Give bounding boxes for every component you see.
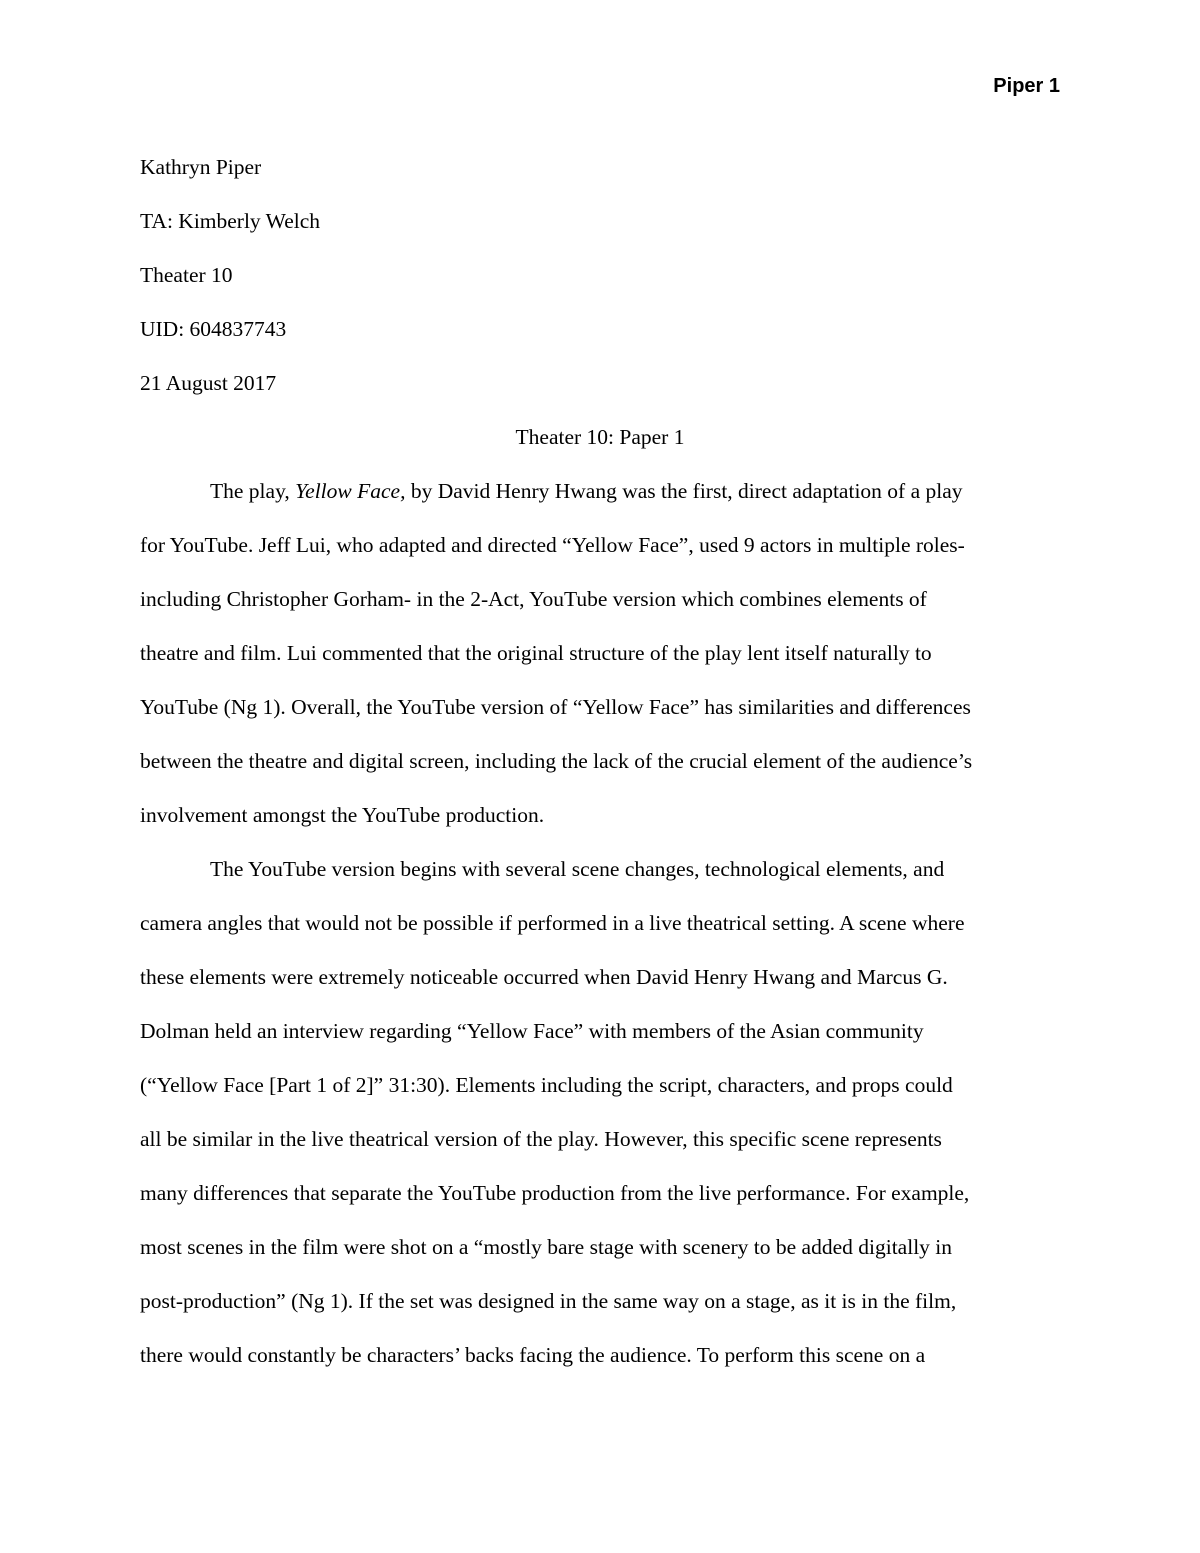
paragraph-2-line-8: most scenes in the film were shot on a “mostly bare stage with scenery to be added digitally in xyxy=(140,1235,953,1259)
paragraph-1-line-3: including Christopher Gorham- in the 2-Act, YouTube version which combines elements of xyxy=(140,587,927,611)
paragraph-1-line-1: The play, Yellow Face, by David Henry Hwang was the first, direct adaptation of a play xyxy=(210,479,963,503)
paragraph-2-line-6: all be similar in the live theatrical version of the play. However, this specific scene represents xyxy=(140,1127,942,1151)
paragraph-1-line-5: YouTube (Ng 1). Overall, the YouTube version of “Yellow Face” has similarities and differences xyxy=(140,695,971,719)
paragraph-1-line-6: between the theatre and digital screen, including the lack of the crucial element of the audience’s xyxy=(140,749,973,773)
paragraph-2-line-9: post-production” (Ng 1). If the set was designed in the same way on a stage, as it is in the film, xyxy=(140,1289,957,1313)
paper-title: Theater 10: Paper 1 xyxy=(515,425,685,449)
paragraph-2-line-4: Dolman held an interview regarding “Yellow Face” with members of the Asian community xyxy=(140,1019,924,1043)
paragraph-2-line-5: (“Yellow Face [Part 1 of 2]” 31:30). Elements including the script, characters, and props could xyxy=(140,1073,953,1097)
course-name: Theater 10 xyxy=(140,263,233,287)
paragraph-2-line-7: many differences that separate the YouTube production from the live performance. For example, xyxy=(140,1181,970,1205)
paragraph-1-line-2: for YouTube. Jeff Lui, who adapted and directed “Yellow Face”, used 9 actors in multiple roles- xyxy=(140,533,965,557)
author-name: Kathryn Piper xyxy=(140,155,262,179)
paragraph-2-line-3: these elements were extremely noticeable occurred when David Henry Hwang and Marcus G. xyxy=(140,965,948,989)
paragraph-2-line-2: camera angles that would not be possible if performed in a live theatrical setting. A scene where xyxy=(140,911,965,935)
ta-name: TA: Kimberly Welch xyxy=(140,209,321,233)
paragraph-2 xyxy=(140,842,1060,1382)
heading-block xyxy=(140,140,1060,410)
paragraph-2-line-1: The YouTube version begins with several scene changes, technological elements, and xyxy=(210,857,945,881)
paragraph-1 xyxy=(140,464,1060,842)
student-uid: UID: 604837743 xyxy=(140,317,287,341)
paragraph-1-line-4: theatre and film. Lui commented that the original structure of the play lent itself naturally to xyxy=(140,641,932,665)
paragraph-2-line-10: there would constantly be characters’ backs facing the audience. To perform this scene on a xyxy=(140,1343,926,1367)
paper-date: 21 August 2017 xyxy=(140,371,277,395)
running-head: Piper 1 xyxy=(993,75,1060,97)
paragraph-1-line-7: involvement amongst the YouTube production. xyxy=(140,803,545,827)
document-body xyxy=(140,140,1060,1382)
play-title-italic: Yellow Face, xyxy=(295,479,406,503)
